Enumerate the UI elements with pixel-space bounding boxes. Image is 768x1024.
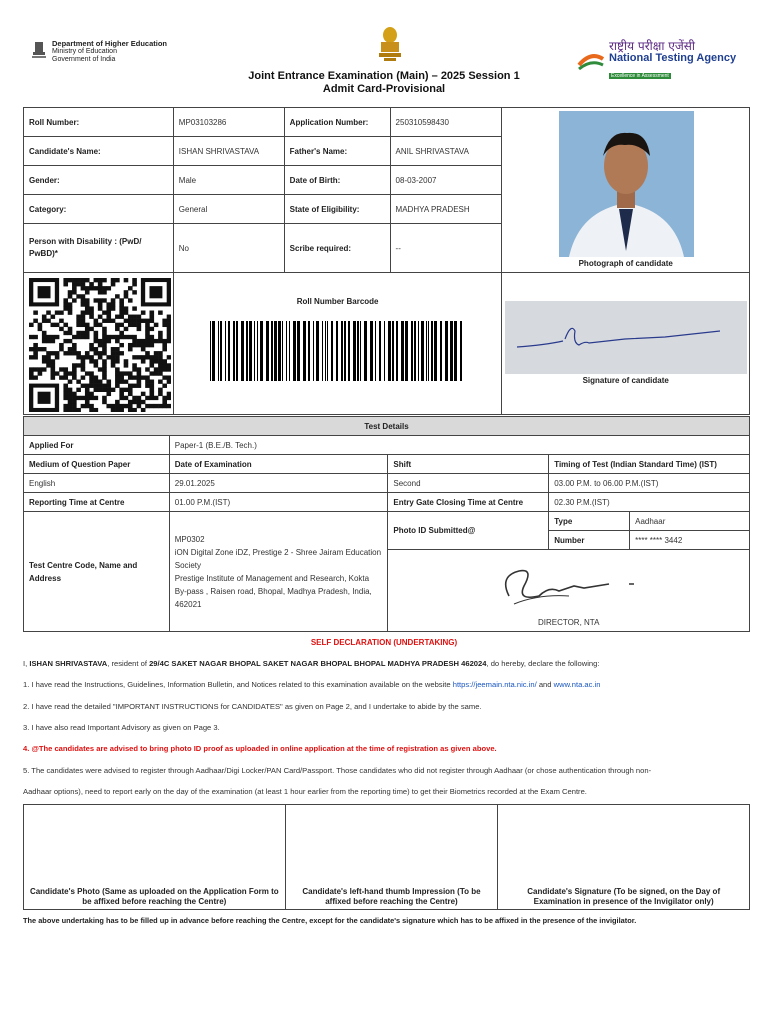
page-title — [0, 70, 768, 96]
scribe-label: Scribe required: — [284, 224, 390, 273]
declaration-point-5a: 5. The candidates were advised to register through Aadhaar/Digi Locker/PAN Card/Passport. Those candidates who did not register through Aadhaar (or chose authentication through non- — [23, 766, 652, 775]
shift-value: Second — [388, 474, 549, 493]
medium-label: Medium of Question Paper — [24, 455, 170, 474]
agency-hindi-name: राष्ट्रीय परीक्षा एजेंसी — [609, 39, 696, 53]
timing-value: 03.00 P.M. to 06.00 P.M.(IST) — [549, 474, 750, 493]
test-details-heading: Test Details — [24, 417, 750, 436]
photo-caption: Photograph of candidate — [578, 259, 673, 268]
scribe-value: -- — [390, 224, 502, 273]
applied-value: Paper-1 (B.E./B. Tech.) — [169, 436, 749, 455]
undertaking-boxes — [23, 804, 750, 910]
ministry-header — [30, 40, 167, 64]
applied-label: Applied For — [24, 436, 170, 455]
director-signature-cell — [388, 550, 750, 632]
father-label: Father's Name: — [284, 137, 390, 166]
name-value: ISHAN SHRIVASTAVA — [173, 137, 284, 166]
agency-tagline: Excellence in Assessment — [611, 73, 669, 79]
qr-code-image — [29, 278, 171, 412]
shift-label: Shift — [388, 455, 549, 474]
timing-label: Timing of Test (Indian Standard Time) (IST) — [549, 455, 750, 474]
dob-label: Date of Birth: — [284, 166, 390, 195]
centre-value: MP0302 iON Digital Zone iDZ, Prestige 2 - Shree Jairam Education Society Prestige Institute of Management and Research, Kokta By-pass , Raisen road, Bhopal, Madhya Pradesh, India, 462021 — [169, 512, 388, 632]
intro-text: , resident of — [107, 659, 150, 668]
date-value: 29.01.2025 — [169, 474, 388, 493]
undertaking-footer: The above undertaking has to be filled up in advance before reaching the Centre, except for the candidate's signature which has to be affixed in the presence of the invigilator. — [23, 916, 637, 925]
national-emblem-icon — [376, 26, 404, 62]
id-type-value: Aadhaar — [630, 512, 750, 531]
candidate-photo — [559, 111, 694, 257]
date-label: Date of Examination — [169, 455, 388, 474]
medium-value: English — [24, 474, 170, 493]
nta-link[interactable]: www.nta.ac.in — [553, 680, 601, 689]
declaration-point-5b: Aadhaar options), need to report early on the day of the examination (at least 1 hour earlier from the reporting time) to get their Biometrics recorded at the Exam Centre. — [23, 787, 587, 796]
declaration-point-2: 2. I have read the detailed "IMPORTANT INSTRUCTIONS for CANDIDATES" as given on Page 2, and I undertake to abide by the same. — [23, 702, 482, 711]
father-value: ANIL SHRIVASTAVA — [390, 137, 502, 166]
ministry-line2: Ministry of Education — [52, 48, 117, 55]
title-line1: Joint Entrance Examination (Main) – 2025 Session 1 — [248, 70, 520, 82]
declaration-heading: SELF DECLARATION (UNDERTAKING) — [310, 638, 458, 647]
id-number-value: **** **** 3442 — [630, 531, 750, 550]
agency-name: National Testing Agency — [609, 52, 737, 64]
national-emblem-icon — [30, 40, 48, 64]
ministry-line1: Department of Higher Education — [52, 39, 168, 48]
title-line2: Admit Card-Provisional — [322, 83, 446, 95]
photoid-label: Photo ID Submitted@ — [388, 512, 549, 550]
dob-value: 08-03-2007 — [390, 166, 502, 195]
test-details-table — [23, 416, 750, 632]
point-1-text: and — [536, 680, 554, 689]
category-value: General — [173, 195, 284, 224]
point-1-text: 1. I have read the Instructions, Guidelines, Information Bulletin, and Notices related to this examination available on the website — [23, 680, 453, 689]
id-number-label: Number — [549, 531, 630, 550]
box-thumb-impression: Candidate's left-hand thumb Impression (To be affixed before reaching the Centre) — [285, 805, 498, 910]
signature-caption: Signature of candidate — [582, 376, 669, 385]
gate-value: 02.30 P.M.(IST) — [549, 493, 750, 512]
name-label: Candidate's Name: — [24, 137, 174, 166]
id-type-label: Type — [549, 512, 630, 531]
box-candidate-signature: Candidate's Signature (To be signed, on the Day of Examination in presence of the Invigilator only) — [498, 805, 750, 910]
application-label: Application Number: — [284, 108, 390, 137]
gender-value: Male — [173, 166, 284, 195]
candidate-signature-image — [505, 301, 747, 374]
barcode-caption: Roll Number Barcode — [296, 297, 379, 306]
declaration-point-3: 3. I have also read Important Advisory as given on Page 3. — [23, 723, 220, 732]
nta-logo-icon — [577, 51, 605, 71]
intro-text: , do hereby, declare the following: — [486, 659, 600, 668]
state-value: MADHYA PRADESH — [390, 195, 502, 224]
intro-text: I, — [23, 659, 30, 668]
roll-number-barcode — [210, 321, 464, 381]
ministry-line3: Government of India — [52, 56, 116, 63]
category-label: Category: — [24, 195, 174, 224]
declaration-point-1 — [23, 680, 745, 689]
reporting-label: Reporting Time at Centre — [24, 493, 170, 512]
declaration-point-4: 4. @The candidates are advised to bring photo ID proof as uploaded in online application at the time of registration as given above. — [23, 744, 497, 753]
pwd-value: No — [173, 224, 284, 273]
box-candidate-photo: Candidate's Photo (Same as uploaded on the Application Form to be affixed before reaching the Centre) — [24, 805, 286, 910]
gate-label: Entry Gate Closing Time at Centre — [388, 493, 549, 512]
declaration-intro — [23, 659, 745, 668]
application-value: 250310598430 — [390, 108, 502, 137]
gender-label: Gender: — [24, 166, 174, 195]
director-label: DIRECTOR, NTA — [537, 618, 600, 627]
pwd-label: Person with Disability : (PwD/ PwBD)* — [24, 224, 174, 273]
centre-label: Test Centre Code, Name and Address — [24, 512, 170, 632]
reporting-value: 01.00 P.M.(IST) — [169, 493, 388, 512]
jeemain-link[interactable]: https://jeemain.nta.nic.in/ — [452, 680, 537, 689]
state-label: State of Eligibility: — [284, 195, 390, 224]
director-signature-image — [479, 556, 659, 616]
intro-name: ISHAN SHRIVASTAVA — [29, 659, 108, 668]
roll-value: MP03103286 — [173, 108, 284, 137]
intro-address: 29/4C SAKET NAGAR BHOPAL SAKET NAGAR BHOPAL BHOPAL MADHYA PRADESH 462024 — [149, 659, 487, 668]
roll-label: Roll Number: — [24, 108, 174, 137]
